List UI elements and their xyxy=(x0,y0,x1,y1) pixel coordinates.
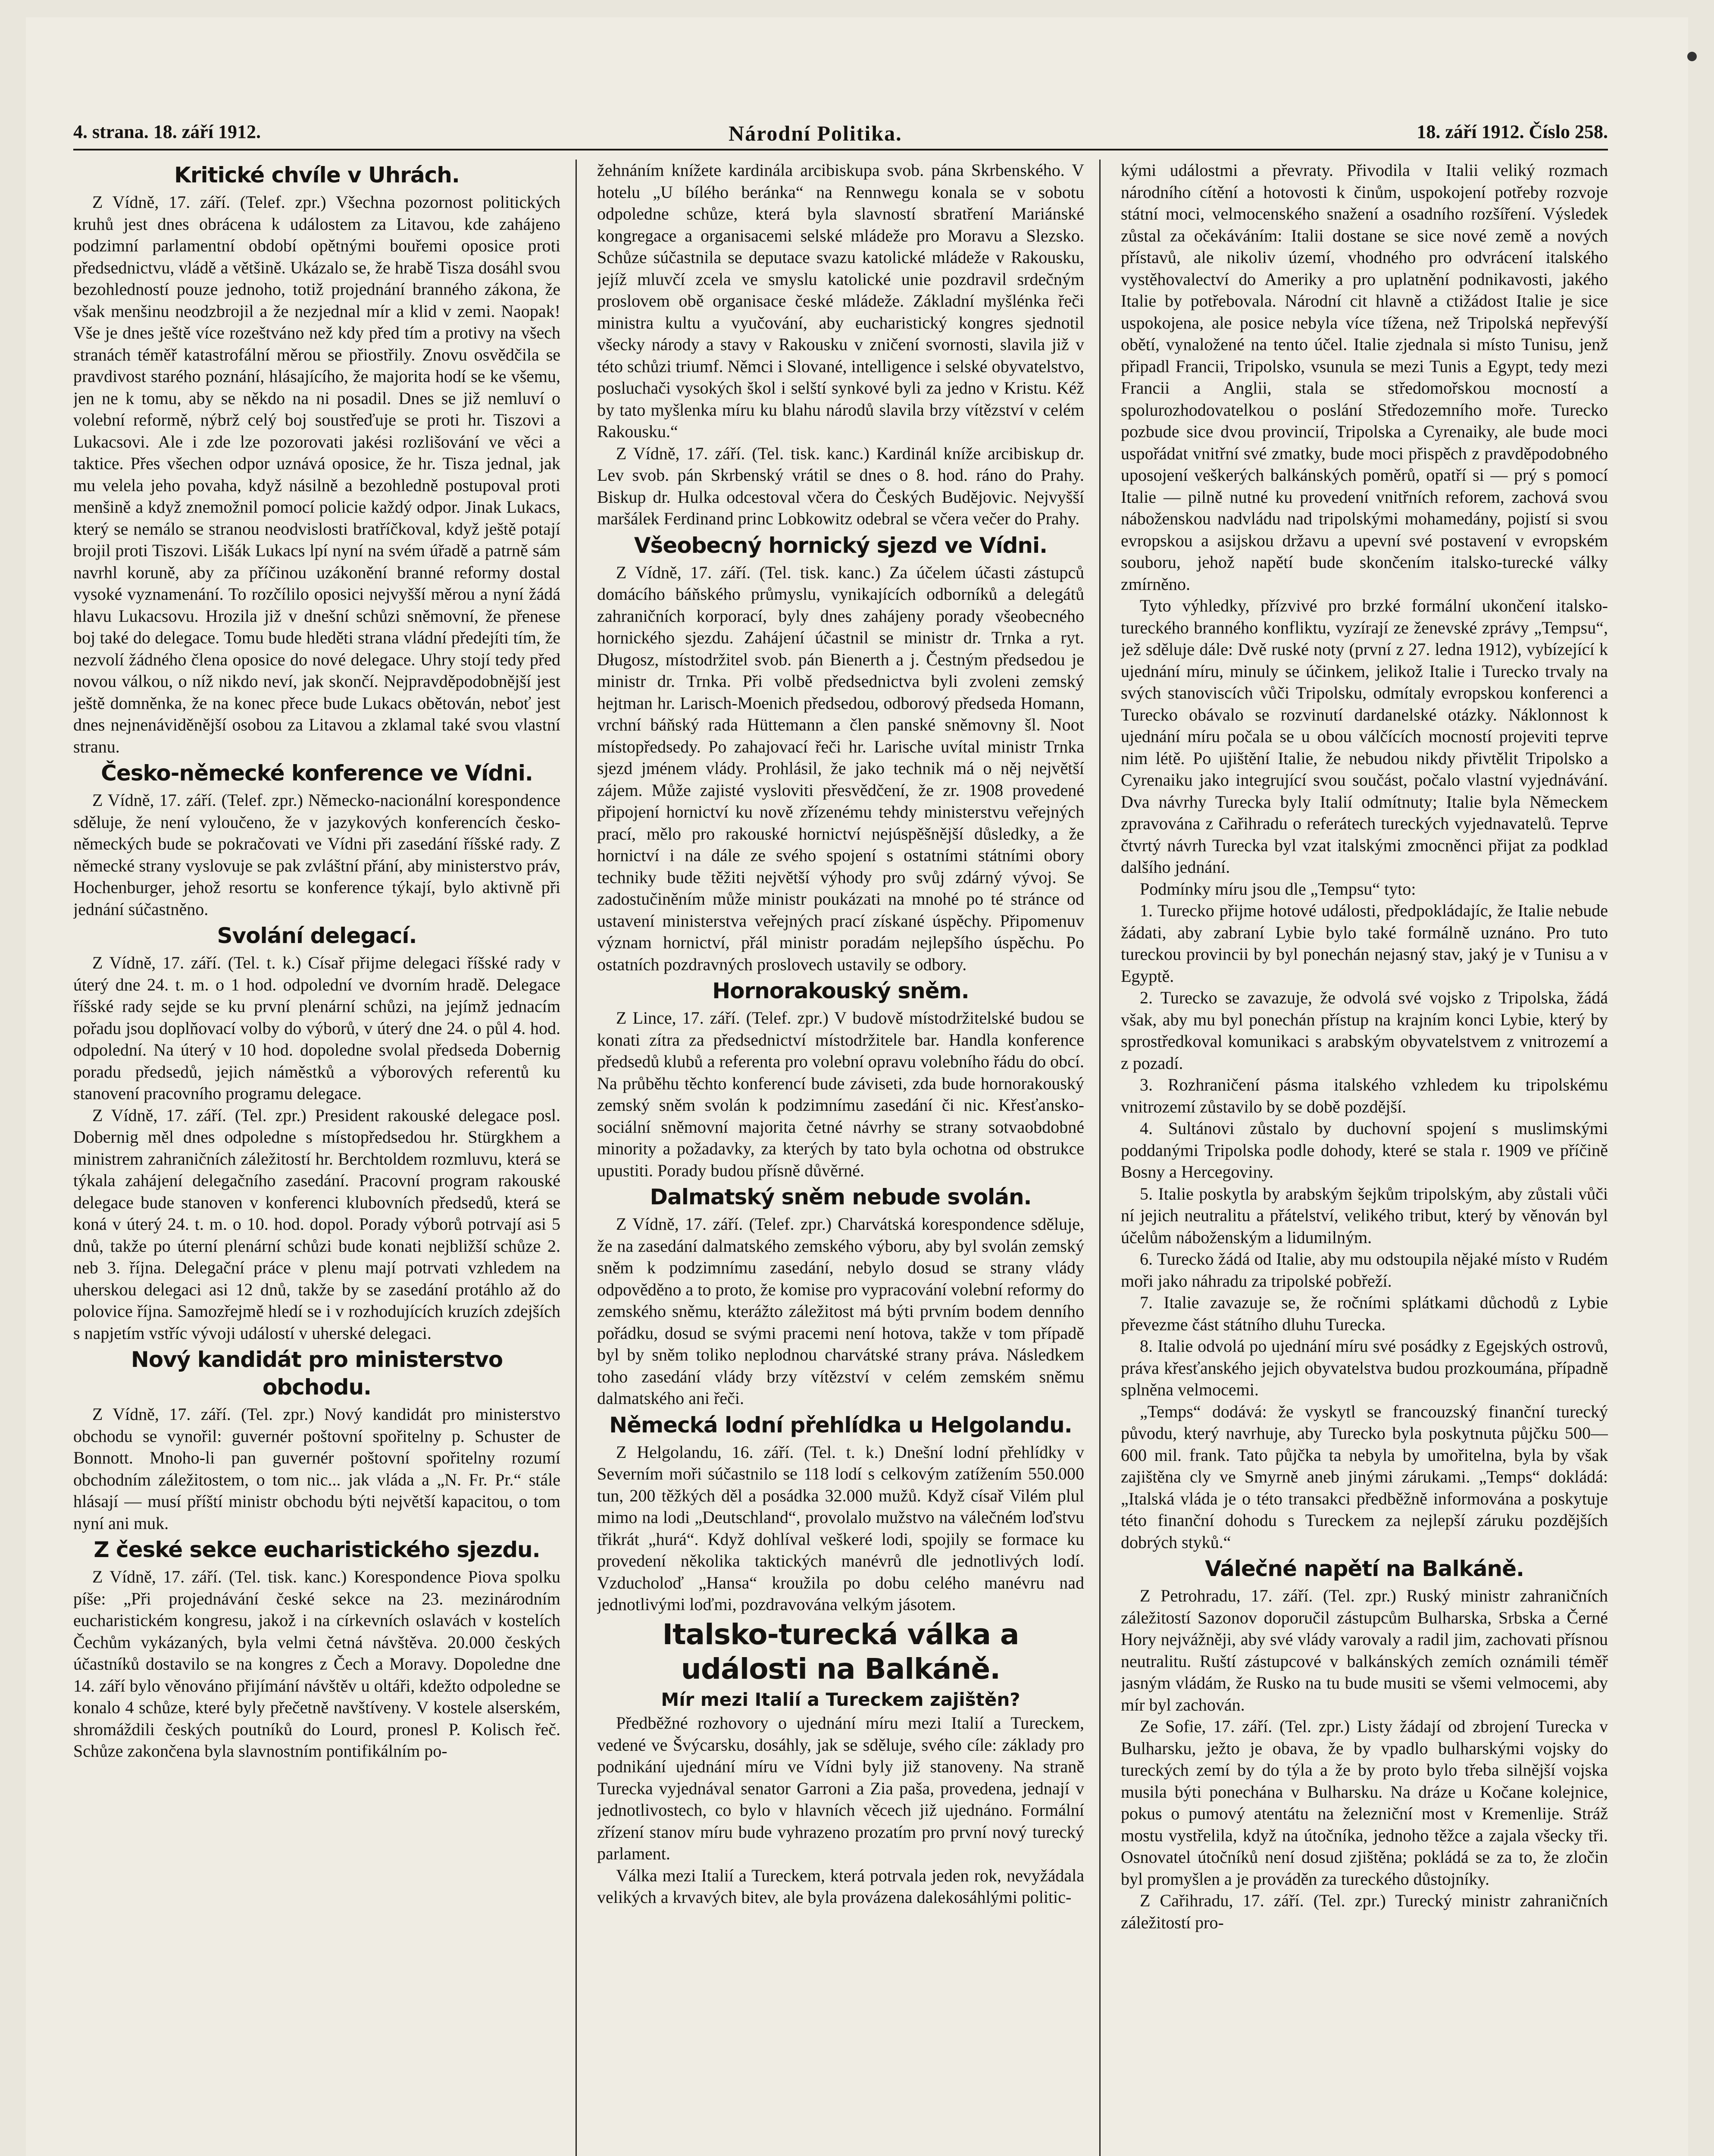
article-body: Z Vídně, 17. září. (Tel. t. k.) Císař přijme delegaci říšské rady v úterý dne 24. t. m. o 1 hod. odpolední ve dvorním hradě. Delegace říšské rady sejde se ku první plenární schůzi, na jejímž jednacím pořadu jsou doplňovací volby do výborů, v úterý dne 24. o půl 4. hod. odpolední. Na úterý v 10 hod. dopoledne svolal předseda Dobernig poradu předsedů, jejich náměstků a výborových referentů ku stanovení pracovního programu delegace. xyxy=(73,953,560,1103)
article-headline: Všeobecný hornický sjezd ve Vídni. xyxy=(634,533,1048,558)
article-body: Z Vídně, 17. září. (Tel. tisk. kanc.) Korespondence Piova spolku píše: „Při projednávání české sekce na 23. mezinárodním eucharistickém kongresu, jakož i na církevních oslavách v kostelích Čechům vykázaných, byla velmi četná návštěva. 20.000 českých účastníků dostavilo se na kongres z Čech a Moravy. Dopoledne dne 14. září bylo věnováno přijímání návštěv u oltáři, kdežto odpoledne se konalo 4 schůze, které byly přečetně navštíveny. V kostele alserském, shromáždili českých poutníků do Lourd, pronesl P. Kolisch řeč. Schůze zakončena byla slavnostním pontifikálním po- xyxy=(73,1567,560,1761)
article-body: Z Helgolandu, 16. září. (Tel. t. k.) Dnešní lodní přehlídky v Severním moři súčastnilo se 118 lodí s celkovým zatížením 550.000 tun, 200 těžkých děl a posádka 32.000 mužů. Když císař Vilém plul mimo na lodi „Deutschland“, provolalo mužstvo na válečném loďstvu třikrát „hurá“. Když dohlíval veškeré lodi, spojily se formace ku provedení několika taktických manévrů dle jednotlivých lodí. Vzducholoď „Hansa“ kroužila po dobu celého manévru nad jednotlivými loďmi, pozdravována velkým jásotem. xyxy=(597,1442,1084,1614)
article-body: 4. Sultánovi zůstalo by duchovní spojení s muslimskými poddanými Tripolska podle dohody, které se stala r. 1909 ve příčině Bosny a Hercegoviny. xyxy=(1121,1119,1608,1181)
column-divider xyxy=(1099,160,1101,2156)
article-body: kými událostmi a převraty. Přivodila v Italii veliký rozmach národního cítění a hotovosti k činům, uspokojení potřeby rozvoje státní moci, velmocenského snažení a osadního rozšíření. Výsledek zůstal za očekáváním: Italii dostane se sice nové země a nových přístavů, ale nikoliv území, vhodného pro odvrácení italského vystěhovalectví do Ameriky a pro uplatnění podnikavosti, jakého Italie by potřebovala. Národní cit hlavně a ctižádost Italie je sice uspokojena, ale posice nebyla více tížena, než Tripolská nepřevýší obětí, vynaložené na tento účel. Italie zjednala si místo Tunisu, jenž připadl Francii, Tripolsko, vsunula se mezi Tunis a Egypt, tedy mezi Francii a Anglii, stala se středomořskou mocností a spolurozhodovatelkou o poslání Středozemního moře. Turecko pozbude sice dvou provincií, Tripolska a Cyrenaiky, ale bude moci uspořádat vnitřní své zmatky, bude moci přispěch z pravděpodobného uposojení veškerých balkánských poměrů, opatří si — prý s pomocí Italie — pilně nutné ku provedení vnitřních reforem, zachová svou náboženskou nadvládu nad tripolskými mohamedány, pojistí si svou evropskou a asijskou državu a upevní své postavení v evropském souboru, jehož napětí bude skončením italsko-turecké války zmírněno. xyxy=(1121,160,1608,594)
column-divider xyxy=(576,160,577,2156)
article-headline: Svolání delegací. xyxy=(217,923,417,948)
column-2 xyxy=(597,160,1084,2156)
article-headline: Nový kandidát pro ministerstvo obchodu. xyxy=(131,1347,503,1400)
article-body: Z Lince, 17. září. (Telef. zpr.) V budově místodržitelské budou se konati zítra za předsednictví místodržitele bar. Handla konference předsedů klubů a referenta pro volební opravu volebního řádu do obcí. Na průběhu těchto konferencí bude záviseti, zda bude hornorakouský zemský sněm svolán k podzimnímu zasedání či nic. Křesťansko-sociální sněmovní majorita četné návrhy se strany sotvaobdobné minority a požadavky, za kterých by tato byla ochotna od obstrukce upustiti. Porady budou přísně důvěrné. xyxy=(597,1008,1084,1180)
article-body: 6. Turecko žádá od Italie, aby mu odstoupila nějaké místo v Rudém moři jako náhradu za tripolské pobřeží. xyxy=(1121,1249,1608,1291)
article-headline: Česko-německé konference ve Vídni. xyxy=(101,761,533,786)
article-body: Z Vídně, 17. září. (Tel. zpr.) President rakouské delegace posl. Dobernig měl dnes odpoledne s místopředsedou hr. Stürgkhem a ministrem zahraničních záležitostí hr. Berchtoldem rozmluvu, která se týkala zahájení delegačního zasedání. Pracovní program rakouské delegace bude stanoven v konferenci klubovních předsedů, která se koná v úterý 24. t. m. o 10. hod. dopol. Porady výborů potrvají asi 5 dnů, takže po úterní plenární schůzi bude konati nejbližší schůze 2. neb 3. října. Delegační práce v plenu mají potrvati vzhledem na uherskou delegaci asi 12 dnů, takže by se zasedání protáhlo až do polovice října. Samozřejmě hledí se i v rozhodujících kruzích zdejších s napjetím vstříc vývoji událostí v uherské delegaci. xyxy=(73,1105,560,1343)
article-body: 1. Turecko přijme hotové události, předpokládajíc, že Italie nebude žádati, aby zabraní Lybie bylo také formálně uznáno. Pro tuto tureckou provincii by byl ponechán nejasný stav, jaký je v Tunisu a v Egyptě. xyxy=(1121,901,1608,986)
masthead-title: Národní Politika. xyxy=(729,121,902,145)
article-body: Z Vídně, 17. září. (Telef. zpr.) Německo-nacionální korespondence sděluje, že není vyloučeno, že v jazykových konferencích česko-německých bude se pokračovati ve Vídni při zasedání říšské rady. Z německé strany vyslovuje se pak zvláštní přání, aby ministerstvo práv, Hochenburger, jehož resortu se konference týkají, bylo aktivně při jednání súčastněno. xyxy=(73,790,560,919)
article-headline: Německá lodní přehlídka u Helgolandu. xyxy=(609,1412,1072,1438)
section-headline: Italsko-turecká válka a události na Balkáně. xyxy=(662,1617,1019,1686)
article-body: Z Vídně, 17. září. (Telef. zpr.) Charvátská korespondence sděluje, že na zasedání dalmatského zemského výboru, aby byl svolán zemský sněm k podzimnímu zasedání, nebylo dosud se strany vlády odpověděno a to proto, že komise pro vypracování volební reformy do zemského sněmu, kterážto záležitost má býti prvním bodem denního pořádku, dosud se svými pracemi není hotova, takže v tom případě byl by sněm toliko neplodnou charvátské strany práva. Následkem toho zasedání vlády brzy vítězství v celém zemském sněmu dalmatského ani řeči. xyxy=(597,1214,1084,1408)
column-1 xyxy=(73,160,560,2156)
page-header xyxy=(73,116,1608,147)
article-body: Z Vídně, 17. září. (Tel. tisk. kanc.) Za účelem účasti zástupců domácího báňského průmyslu, vynikajících odborníků a delegátů zahraničních korporací, byly dnes zahájeny porady všeobecného hornického sjezdu. Zahájení účastnil se ministr dr. Trnka a ryt. Długosz, místodržitel svob. pán Bienerth a j. Čestným předsedou je ministr dr. Trnka. Při volbě předsednictva byli zvoleni zemský hejtman hr. Larisch-Moenich předsedou, odborový předseda Homann, vrchní báňský rada Hüttemann a člen panské sněmovny šl. Noot místopředsedy. Po zahajovací řeči hr. Larische uvítal ministr Trnka sjezd jménem vlády. Prohlásil, že jako technik má o něj největší zájem. Může zajisté vysloviti přesvědčení, že zr. 1908 provedené připojení hornictví ku nově zřízenému tehdy ministerstvu veřejných prací, mělo pro rakouské hornictví nejúspěšnější důsledky, a že hornictví i na dále ze svého spojení s ostatními státními obory techniky bude těžiti největší výhody pro svůj zdárný vývoj. Se zadostučiněním může ministr poukázati na mnohé po té stránce od ustavení ministerstva veřejných prací získané úspěchy. Připomenuv význam hornictví, přál ministr poradám nejlepšího úspěchu. Po ostatních pozdravných proslovech ustavily se odbory. xyxy=(597,562,1084,974)
article-body: 8. Italie odvolá po ujednání míru své posádky z Egejských ostrovů, práva křesťanského jejich obyvatelstva budou prozkoumána, případně splněna velmocemi. xyxy=(1121,1336,1608,1399)
article-body: 7. Italie zavazuje se, že ročními splátkami důchodů z Lybie převezme část státního dluhu Turecka. xyxy=(1121,1293,1608,1334)
article-body: 5. Italie poskytla by arabským šejkům tripolským, aby zůstali vůči ní jejich neutralitu a přátelství, velikého tribut, který by věnován byl účelům náboženským a lidumilným. xyxy=(1121,1184,1608,1247)
article-headline: Kritické chvíle v Uhrách. xyxy=(174,163,460,188)
article-body: Z Vídně, 17. září. (Tel. tisk. kanc.) Kardinál kníže arcibiskup dr. Lev svob. pán Skrbenský vrátil se dnes o 8. hod. ráno do Prahy. Biskup dr. Hulka odcestoval včera do Českých Budějovic. Nejvyšší maršálek Ferdinand princ Lobkowitz odebral se včera večer do Prahy. xyxy=(597,443,1084,528)
article-body: „Temps“ dodává: že vyskytl se francouzský finanční turecký původu, který navrhuje, aby Turecko byla poskytnuta půjčku 500—600 mil. frank. Tato půjčka ta nebyla by umořitelna, byla by však zajištěna cly ve Smyrně aneb jinými zárukami. „Temps“ dokládá: „Italská vláda je o této transakci předběžně informována a poskytuje této finanční dohodu s Tureckem za nejlepší záruku pozdějších dobrých styků.“ xyxy=(1121,1401,1608,1552)
article-body: Předběžné rozhovory o ujednání míru mezi Italií a Tureckem, vedené ve Švýcarsku, dosáhly, jak se sděluje, svého cíle: základy pro podnikání ujednání míru ve Vídni byly již stanoveny. Na straně Turecka vyjednával senator Garroni a Zia paša, provedena, jednají v jednotlivostech, co bylo v hlavních věcech již ujednáno. Formální zřízení stanov míru bude vyhrazeno prozatím pro první nový turecký parlament. xyxy=(597,1713,1084,1863)
article-body: Tyto výhledky, přízvivé pro brzké formální ukončení italsko-tureckého branného konfliktu, vyzírají ze ženevské zprávy „Tempsu“, jež sděluje dále: Dvě ruské noty (první z 27. ledna 1912), vybízející k ujednání míru, minuly se účinkem, jelikož Italie i Turecko trvaly na svých stanoviscích vůči Tripolsku, odmítaly evropskou konferenci a Turecko obávalo se rozvinutí dardanelské otázky. Náklonnost k ujednání míru počala se u obou válčících mocností projeviti teprve nim létě. Po ujištění Italie, že nebudou nikdy přivtělit Tripolsko a Cyrenaiku jako integrující svou součást, počalo vlastní vyjednávání. Dva návrhy Turecka byly Italií odmítnuty; Italie byla Německem zpravována z Cařihradu o referátech tureckých vyjednavatelů. Teprve čtvrtý návrh Turecka byl vzat italskými zmocněnci přijat za podklad dalšího jednání. xyxy=(1121,596,1608,877)
article-body: Ze Sofie, 17. září. (Tel. zpr.) Listy žádají od zbrojení Turecka v Bulharsku, ježto je obava, že by vpadlo bulharskými vojsky do tureckých zemí by do týla a že by proto bylo třeba silnější vojska musila býti ponechána v Bulharsku. Na dráze u Kočane kolejnice, pokus o pumový atentátu na železniční most v Kremenlije. Stráž mostu vystřelila, když na útočníka, jednoho těžce a zajala všecky tři. Osnovatel útočníků není dosud zjištěna; pokládá se za to, že zločin byl promyšlen a je prováděn za tureckého důstojníky. xyxy=(1121,1717,1608,1889)
ink-spot xyxy=(1687,52,1697,61)
article-body: Podmínky míru jsou dle „Tempsu“ tyto: xyxy=(1140,879,1416,899)
article-subheadline: Mír mezi Italií a Tureckem zajištěn? xyxy=(661,1689,1020,1710)
article-body: Z Vídně, 17. září. (Tel. zpr.) Nový kandidát pro ministerstvo obchodu se vynořil: guvernér poštovní spořitelny p. Schuster de Bonnott. Mnoho-li pan guvernér poštovní spořitelny rozumí obchodním záležitostem, o tom nic... jak vláda a „N. Fr. Pr.“ stále hlásají — musí příští ministr obchodu býti největší kapacitou, o tom nyní ani muk. xyxy=(73,1404,560,1533)
article-body: Válka mezi Italií a Tureckem, která potrvala jeden rok, nevyžádala velikých a krvavých bitev, ale byla provázena dalekosáhlými politic- xyxy=(597,1865,1084,1907)
article-body: 2. Turecko se zavazuje, že odvolá své vojsko z Tripolska, žádá však, aby mu byl ponechán přístup na krajním konci Lybie, který by sprostředkoval komunikaci s arabským obyvatelstvem z vnitrozemí a z pozadí. xyxy=(1121,988,1608,1073)
article-body: Z Petrohradu, 17. září. (Tel. zpr.) Ruský ministr zahraničních záležitostí Sazonov doporučil zástupcům Bulharska, Srbska a Černé Hory nejvážněji, aby své vlády varovaly a radil jim, zachovati přísnou neutralitu. Ruští zástupcové v balkánských zemích oznámili téměř jasným vládám, že Rusko na tu bude musiti se všemi velmocemi, aby mír byl zachován. xyxy=(1121,1586,1608,1714)
article-body: Z Cařihradu, 17. září. (Tel. zpr.) Turecký ministr zahraničních záležitostí pro- xyxy=(1121,1891,1608,1932)
article-body: žehnáním knížete kardinála arcibiskupa svob. pána Skrbenského. V hotelu „U bílého beránka“ na Rennwegu konala se v sobotu odpoledne schůze, která byla slavností sbratření Mariánské kongregace a organisacemi selské mládeže pro Moravu a Slezsko. Schůze súčastnila se deputace svazu katolické mládeže v Rakousku, jejíž mluvčí zcela ve smyslu katolické unie pozdravil srdečným proslovem obě organisace české mládeže. Základní myšlénka řeči ministra kultu a vyučování, aby eucharistický kongres sjednotil všecky národy a stavy v Rakousku v zničení svornosti, slavila již v této schůzi triumf. Němci i Slované, intelligence i selské obyvatelstvo, posluchači vysokých škol i selští synkové byli za jedno v Kristu. Kéž by tato myšlenka míru ku blahu národů slavila brzy vítězství v celém Rakousku.“ xyxy=(597,160,1084,441)
header-rule xyxy=(73,149,1608,150)
article-headline: Dalmatský sněm nebude svolán. xyxy=(650,1185,1032,1210)
header-date-right: 18. září 1912. Číslo 258. xyxy=(1417,121,1608,142)
column-3 xyxy=(1121,160,1608,2156)
article-headline: Válečné napětí na Balkáně. xyxy=(1204,1556,1524,1581)
article-headline: Hornorakouský sněm. xyxy=(712,978,969,1003)
article-headline: Z české sekce eucharistického sjezdu. xyxy=(94,1537,540,1562)
article-body: 3. Rozhraničení pásma italského vzhledem ku tripolskému vnitrozemí zůstavilo by se době pozdější. xyxy=(1121,1075,1608,1116)
article-body: Z Vídně, 17. září. (Telef. zpr.) Všechna pozornost politických kruhů jest dnes obrácena k událostem za Litavou, kde zahájeno podzimní parlamentní období opětnými bouřemi oposice proti předsednictvu, vládě a většině. Ukázalo se, že hrabě Tisza dosáhl svou bezohledností pouze jednoho, totiž projednání branného zákona, že však menšinu neodzbrojil a že nezjednal mír a klid v zemi. Naopak! Vše je dnes ještě více rozeštváno než kdy před tím a protivy na všech stranách téměř katastrofální měrou se přiostřily. Znovu osvědčila se pravdivost starého poznání, hlásajícího, že majorita hodí se ke všemu, jen ne k tomu, aby se někdo na ni posadil. Dnes se již nemluví o volební reformě, nýbrž celý boj soustřeďuje se proti hr. Tiszovi a Lukacsovi. Ale i zde lze pozorovati jakési rozlišování ve věci a taktice. Přes všechen odpor uznává oposice, že hr. Tisza jednal, jak mu velela jeho povaha, když násilně a bezohledně postupoval proti menšině a když znemožnil pomocí policie každý odpor. Jinak Lukacs, který se nemálo se stranou neodvislosti bratříčkoval, když ještě potají brojil proti Tiszovi. Lišák Lukacs lpí nyní na svém úřadě a patrně sám navrhl koruně, aby za příčinou uzákonění branné reformy dostal vysoké vyznamenání. To rozčílilo oposici nejvyšší měrou a nyní žádá hlavu Lukacsovu. Hrozila již v dnešní schůzi sněmovní, že přenese boj také do delegace. Tomu bude hleděti strana vládní předejíti tím, že nezvolí žádného člena oposice do nové delegace. Uhry stojí tedy před novou válkou, o níž nikdo neví, jak skončí. Nejpravděpodobnější jest ještě domněnka, že na konec přece bude Lukacs obětován, neboť jest dnes nejnenáviděnější osobou za Litavou a zklamal také svou vlastní stranu. xyxy=(73,192,560,756)
header-date-left: 4. strana. 18. září 1912. xyxy=(73,121,261,142)
